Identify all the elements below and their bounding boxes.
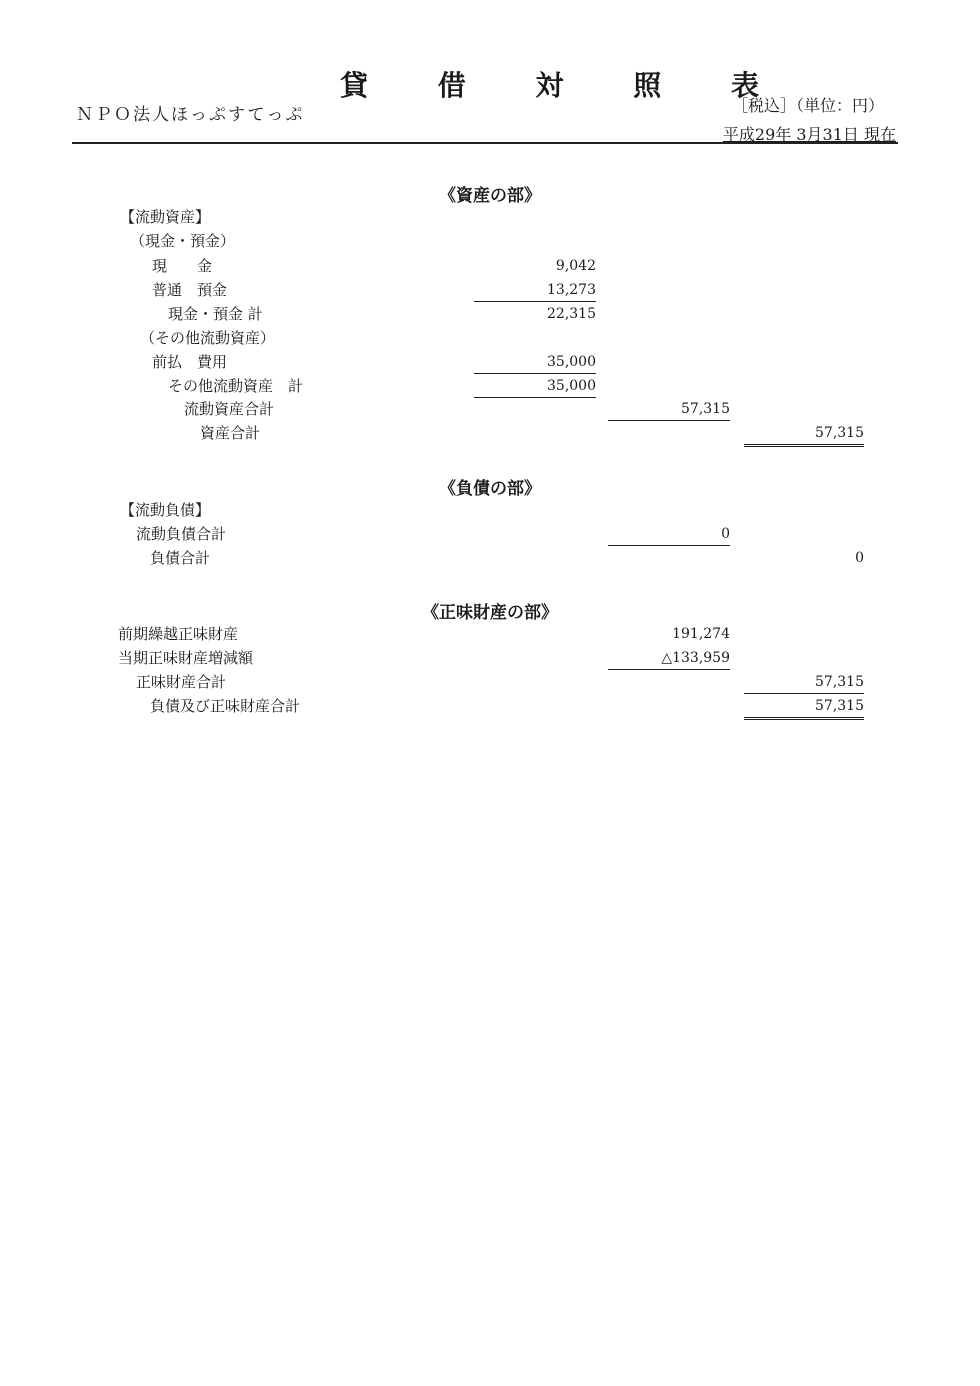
cash-deposits-total-value: 22,315 bbox=[547, 306, 596, 322]
other-current-label: （その他流動資産） bbox=[140, 329, 276, 347]
other-current-total-label: その他流動資産 計 bbox=[168, 377, 304, 395]
cash-row bbox=[0, 255, 980, 279]
organization-name: ＮＰＯ法人ほっぷすてっぷ bbox=[76, 105, 305, 125]
cash-label: 現 金 bbox=[152, 257, 213, 275]
liabilities-total-value: 0 bbox=[855, 550, 864, 566]
cash-deposits-total-label: 現金・預金 計 bbox=[168, 305, 263, 323]
cash-deposits-total-row bbox=[0, 303, 980, 327]
statement-date: 平成29年 3月31日 現在 bbox=[722, 125, 896, 144]
ordinary-deposit-value: 13,273 bbox=[474, 279, 596, 302]
net-change-value: △133,959 bbox=[608, 647, 730, 670]
current-liabilities-label: 【流動負債】 bbox=[120, 501, 211, 519]
current-liabilities-header-row bbox=[0, 499, 980, 523]
net-assets-total-value: 57,315 bbox=[744, 671, 864, 694]
assets-section-heading: 《資産の部》 bbox=[439, 186, 541, 206]
other-current-header-row bbox=[0, 327, 980, 351]
assets-total-label: 資産合計 bbox=[200, 424, 261, 442]
cash-deposits-header-row bbox=[0, 230, 980, 254]
net-change-label: 当期正味財産増減額 bbox=[118, 649, 254, 667]
current-assets-total-row bbox=[0, 398, 980, 422]
liabilities-section-heading: 《負債の部》 bbox=[439, 479, 541, 499]
current-liabilities-total-label: 流動負債合計 bbox=[136, 525, 227, 543]
prepaid-row bbox=[0, 351, 980, 375]
liabilities-total-label: 負債合計 bbox=[150, 549, 211, 567]
current-assets-label: 【流動資産】 bbox=[120, 208, 211, 226]
prior-carryover-row bbox=[0, 623, 980, 647]
cash-value: 9,042 bbox=[555, 258, 596, 274]
current-assets-total-value: 57,315 bbox=[608, 398, 730, 421]
header-rule bbox=[72, 142, 898, 144]
current-liabilities-total-value: 0 bbox=[608, 523, 730, 546]
ordinary-deposit-row bbox=[0, 279, 980, 303]
assets-total-row bbox=[0, 422, 980, 446]
tax-unit-note: ［税込］（単位：円） bbox=[731, 96, 884, 115]
net-change-row bbox=[0, 647, 980, 671]
current-assets-header-row bbox=[0, 206, 980, 230]
other-current-total-value: 35,000 bbox=[474, 375, 596, 398]
prepaid-value: 35,000 bbox=[474, 351, 596, 374]
liab-and-net-total-row bbox=[0, 695, 980, 719]
page-title: 貸 借 対 照 表 bbox=[340, 69, 789, 102]
prior-carryover-value: 191,274 bbox=[672, 626, 730, 642]
prior-carryover-label: 前期繰越正味財産 bbox=[118, 625, 239, 643]
other-current-total-row bbox=[0, 375, 980, 399]
prepaid-label: 前払 費用 bbox=[152, 353, 228, 371]
ordinary-deposit-label: 普通 預金 bbox=[152, 281, 228, 299]
assets-total-value: 57,315 bbox=[744, 422, 864, 447]
liab-and-net-total-value: 57,315 bbox=[744, 695, 864, 720]
cash-deposits-label: （現金・預金） bbox=[130, 232, 236, 250]
net-assets-total-label: 正味財産合計 bbox=[136, 673, 227, 691]
net-assets-total-row bbox=[0, 671, 980, 695]
liabilities-total-row bbox=[0, 547, 980, 571]
current-liabilities-total-row bbox=[0, 523, 980, 547]
net-assets-section-heading: 《正味財産の部》 bbox=[422, 603, 558, 623]
liab-and-net-total-label: 負債及び正味財産合計 bbox=[150, 697, 301, 715]
current-assets-total-label: 流動資産合計 bbox=[184, 400, 275, 418]
